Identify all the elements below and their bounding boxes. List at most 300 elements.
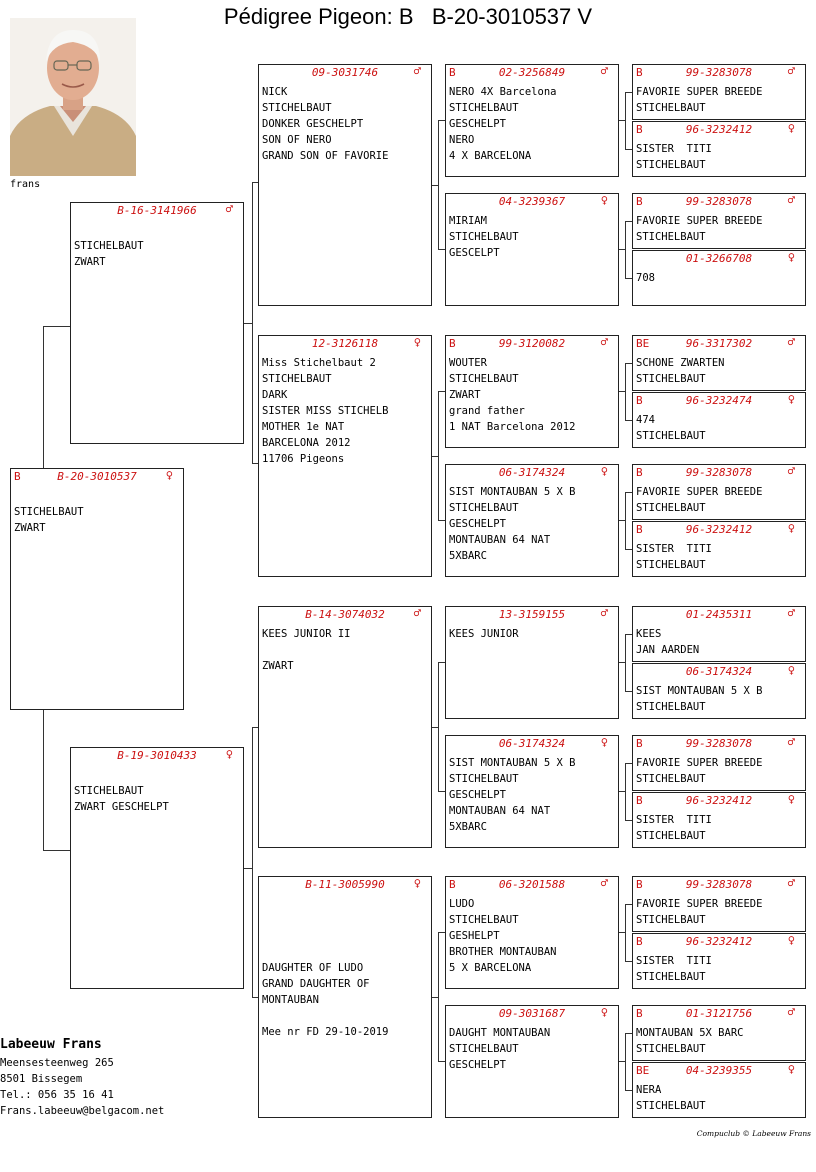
pigeon-card-sdd bbox=[445, 464, 619, 577]
detail-line: STICHELBAUT bbox=[636, 773, 706, 785]
owner-email: Frans.labeeuw@belgacom.net bbox=[0, 1105, 165, 1117]
pigeon-card-g4 bbox=[632, 250, 806, 306]
detail-line: JAN AARDEN bbox=[636, 644, 700, 656]
connector-line bbox=[43, 710, 44, 850]
pigeon-card-sss bbox=[445, 64, 619, 177]
ring-number: 99-3120082 bbox=[498, 337, 566, 350]
ring-number: 06-3174324 bbox=[498, 737, 566, 750]
card-header bbox=[633, 607, 805, 622]
detail-line: STICHELBAUT bbox=[636, 701, 706, 713]
female-symbol-icon: ♀ bbox=[600, 735, 608, 749]
detail-line bbox=[262, 928, 431, 944]
country-code: B bbox=[449, 337, 456, 350]
detail-line: ZWART GESCHELPT bbox=[74, 801, 169, 813]
detail-line: STICHELBAUT bbox=[636, 914, 706, 926]
card-header bbox=[259, 336, 431, 351]
detail-line: STICHELBAUT bbox=[449, 914, 519, 926]
pigeon-card-ssd bbox=[445, 193, 619, 306]
connector-line bbox=[625, 1033, 626, 1090]
pigeon-details bbox=[259, 622, 431, 674]
pigeon-details bbox=[633, 949, 805, 985]
card-header bbox=[259, 607, 431, 622]
card-header bbox=[633, 877, 805, 892]
pigeon-card-g3 bbox=[632, 193, 806, 249]
connector-line bbox=[625, 221, 626, 278]
detail-line: 11706 Pigeons bbox=[262, 453, 345, 465]
detail-line: MONTAUBAN bbox=[262, 994, 319, 1006]
card-header bbox=[633, 736, 805, 751]
connector-line bbox=[438, 662, 445, 663]
female-symbol-icon: ♀ bbox=[787, 663, 795, 677]
male-symbol-icon: ♂ bbox=[600, 335, 608, 349]
detail-line: MOTHER 1e NAT bbox=[262, 421, 345, 433]
pigeon-card-g1 bbox=[632, 64, 806, 120]
detail-line: ZWART bbox=[449, 389, 481, 401]
detail-line: FAVORIE SUPER BREEDE bbox=[636, 486, 763, 498]
country-code: B bbox=[636, 466, 643, 479]
connector-line bbox=[43, 326, 70, 327]
country-code: B bbox=[636, 794, 643, 807]
card-header bbox=[633, 251, 805, 266]
country-code: B bbox=[636, 523, 643, 536]
pigeon-card-g2 bbox=[632, 121, 806, 177]
detail-line: SON OF NERO bbox=[262, 134, 332, 146]
ring-number: 99-3283078 bbox=[685, 195, 753, 208]
detail-line: ZWART bbox=[74, 256, 106, 268]
pigeon-card-g13 bbox=[632, 876, 806, 932]
pigeon-details bbox=[633, 1078, 805, 1114]
male-symbol-icon: ♂ bbox=[787, 876, 795, 890]
card-header bbox=[633, 65, 805, 80]
detail-line: MIRIAM bbox=[449, 215, 487, 227]
female-symbol-icon: ♀ bbox=[787, 392, 795, 406]
ring-number: B-19-3010433 bbox=[117, 749, 197, 762]
detail-line bbox=[262, 912, 431, 928]
male-symbol-icon: ♂ bbox=[413, 606, 421, 620]
male-symbol-icon: ♂ bbox=[225, 202, 233, 216]
country-code: B bbox=[636, 195, 643, 208]
ring-number: 09-3031746 bbox=[311, 66, 379, 79]
owner-address bbox=[0, 1035, 164, 1119]
detail-line: STICHELBAUT bbox=[636, 502, 706, 514]
owner-name: Labeeuw Frans bbox=[0, 1037, 102, 1052]
detail-line: Mee nr FD 29-10-2019 bbox=[262, 1026, 389, 1038]
connector-line bbox=[244, 323, 252, 324]
detail-line: GESCHELPT bbox=[449, 118, 506, 130]
card-header bbox=[633, 122, 805, 137]
pigeon-details bbox=[446, 751, 618, 835]
card-header bbox=[446, 194, 618, 209]
detail-line: KEES JUNIOR II bbox=[262, 628, 351, 640]
pigeon-details bbox=[446, 480, 618, 564]
country-code: B bbox=[636, 878, 643, 891]
pigeon-details bbox=[633, 622, 805, 658]
detail-line: STICHELBAUT bbox=[262, 102, 332, 114]
ring-number: 12-3126118 bbox=[311, 337, 379, 350]
pigeon-card-g6 bbox=[632, 392, 806, 448]
ring-number: 99-3283078 bbox=[685, 466, 753, 479]
ring-number: B-16-3141966 bbox=[117, 204, 197, 217]
female-symbol-icon: ♀ bbox=[225, 747, 233, 761]
male-symbol-icon: ♂ bbox=[787, 606, 795, 620]
detail-line: STICHELBAUT bbox=[449, 373, 519, 385]
female-symbol-icon: ♀ bbox=[600, 464, 608, 478]
pigeon-card-g7 bbox=[632, 464, 806, 520]
detail-line bbox=[14, 488, 183, 504]
pigeon-details bbox=[446, 80, 618, 164]
connector-line bbox=[625, 221, 632, 222]
detail-line: 5 X BARCELONA bbox=[449, 962, 532, 974]
male-symbol-icon: ♂ bbox=[600, 64, 608, 78]
connector-line bbox=[438, 391, 445, 392]
detail-line: SIST MONTAUBAN 5 X B bbox=[449, 486, 576, 498]
detail-line: ZWART bbox=[14, 522, 46, 534]
detail-line: SISTER TITI bbox=[636, 543, 712, 555]
card-header bbox=[446, 465, 618, 480]
connector-line bbox=[438, 932, 445, 933]
ring-number: B-20-3010537 bbox=[57, 470, 137, 483]
ring-number: 09-3031687 bbox=[498, 1007, 566, 1020]
card-header bbox=[446, 736, 618, 751]
detail-line: FAVORIE SUPER BREEDE bbox=[636, 86, 763, 98]
connector-line bbox=[625, 492, 626, 549]
detail-line: 4 X BARCELONA bbox=[449, 150, 532, 162]
detail-line: STICHELBAUT bbox=[636, 830, 706, 842]
detail-line: STICHELBAUT bbox=[262, 373, 332, 385]
pigeon-details bbox=[633, 408, 805, 444]
connector-line bbox=[438, 1061, 445, 1062]
ring-number: B-11-3005990 bbox=[305, 878, 385, 891]
detail-line: GESHELPT bbox=[449, 930, 500, 942]
female-symbol-icon: ♀ bbox=[787, 121, 795, 135]
detail-line: STICHELBAUT bbox=[636, 430, 706, 442]
male-symbol-icon: ♂ bbox=[787, 1005, 795, 1019]
pigeon-details bbox=[71, 218, 243, 270]
pigeon-details bbox=[633, 209, 805, 245]
country-code: B bbox=[449, 66, 456, 79]
detail-line: SISTER TITI bbox=[636, 143, 712, 155]
ring-number: B-14-3074032 bbox=[305, 608, 385, 621]
detail-line: 5XBARC bbox=[449, 821, 487, 833]
connector-line bbox=[625, 149, 632, 150]
detail-line: FAVORIE SUPER BREEDE bbox=[636, 215, 763, 227]
connector-line bbox=[625, 492, 632, 493]
ring-number: 99-3283078 bbox=[685, 878, 753, 891]
pigeon-card-dam bbox=[70, 747, 244, 989]
pigeon-card-g9 bbox=[632, 606, 806, 662]
detail-line: STICHELBAUT bbox=[14, 506, 84, 518]
female-symbol-icon: ♀ bbox=[787, 1062, 795, 1076]
pigeon-details bbox=[446, 892, 618, 976]
card-header bbox=[633, 1006, 805, 1021]
card-header bbox=[633, 336, 805, 351]
detail-line: STICHELBAUT bbox=[74, 240, 144, 252]
connector-line bbox=[252, 182, 253, 464]
ring-number: 99-3283078 bbox=[685, 66, 753, 79]
detail-line: ZWART bbox=[262, 660, 294, 672]
male-symbol-icon: ♂ bbox=[787, 464, 795, 478]
pigeon-details bbox=[633, 679, 805, 715]
connector-line bbox=[625, 92, 632, 93]
country-code: B bbox=[636, 1007, 643, 1020]
connector-line bbox=[43, 850, 70, 851]
connector-line bbox=[625, 634, 626, 691]
detail-line: STICHELBAUT bbox=[636, 159, 706, 171]
connector-line bbox=[244, 868, 252, 869]
pigeon-details bbox=[633, 266, 805, 286]
connector-line bbox=[252, 182, 258, 183]
connector-line bbox=[625, 634, 632, 635]
detail-line: STICHELBAUT bbox=[449, 1043, 519, 1055]
male-symbol-icon: ♂ bbox=[413, 64, 421, 78]
pigeon-details bbox=[633, 137, 805, 173]
detail-line: STICHELBAUT bbox=[449, 102, 519, 114]
detail-line: KEES JUNIOR bbox=[449, 628, 519, 640]
male-symbol-icon: ♂ bbox=[787, 735, 795, 749]
pigeon-details bbox=[446, 351, 618, 435]
card-header bbox=[446, 877, 618, 892]
detail-line bbox=[262, 1008, 431, 1024]
ring-number: 96-3232412 bbox=[685, 123, 753, 136]
ring-number: 06-3201588 bbox=[498, 878, 566, 891]
card-header bbox=[633, 934, 805, 949]
pigeon-card-g15 bbox=[632, 1005, 806, 1061]
pigeon-details bbox=[446, 622, 618, 642]
country-code: BE bbox=[636, 1064, 650, 1077]
detail-line: STICHELBAUT bbox=[449, 773, 519, 785]
ring-number: 06-3174324 bbox=[685, 665, 753, 678]
country-code: B bbox=[636, 935, 643, 948]
connector-line bbox=[43, 326, 44, 468]
detail-line: 708 bbox=[636, 272, 655, 284]
connector-line bbox=[625, 363, 626, 420]
connector-line bbox=[625, 278, 632, 279]
male-symbol-icon: ♂ bbox=[787, 64, 795, 78]
connector-line bbox=[252, 997, 258, 998]
ring-number: 96-3232474 bbox=[685, 394, 753, 407]
card-header bbox=[633, 393, 805, 408]
connector-line bbox=[438, 791, 445, 792]
detail-line: SCHONE ZWARTEN bbox=[636, 357, 725, 369]
card-header bbox=[633, 1063, 805, 1078]
pigeon-details bbox=[259, 892, 431, 1040]
pigeon-details bbox=[259, 80, 431, 164]
detail-line: STICHELBAUT bbox=[449, 502, 519, 514]
ring-number: 04-3239367 bbox=[498, 195, 566, 208]
card-header bbox=[71, 748, 243, 763]
pigeon-card-g5 bbox=[632, 335, 806, 391]
pigeon-details bbox=[633, 480, 805, 516]
detail-line bbox=[262, 896, 431, 912]
detail-line: NERO bbox=[449, 134, 475, 146]
detail-line: GESCHELPT bbox=[449, 518, 506, 530]
detail-line: STICHELBAUT bbox=[636, 559, 706, 571]
detail-line: FAVORIE SUPER BREEDE bbox=[636, 898, 763, 910]
card-header bbox=[633, 664, 805, 679]
ring-number: 96-3232412 bbox=[685, 794, 753, 807]
detail-line: NERO 4X Barcelona bbox=[449, 86, 557, 98]
pigeon-details bbox=[446, 209, 618, 261]
pigeon-card-dss bbox=[445, 606, 619, 719]
detail-line: GESCELPT bbox=[449, 247, 500, 259]
portrait-image bbox=[10, 18, 136, 176]
detail-line: DAUGHTER OF LUDO bbox=[262, 962, 364, 974]
connector-line bbox=[438, 120, 439, 249]
pigeon-details bbox=[446, 1021, 618, 1073]
detail-line: SIST MONTAUBAN 5 X B bbox=[636, 685, 763, 697]
detail-line: STICHELBAUT bbox=[636, 231, 706, 243]
detail-line: 474 bbox=[636, 414, 655, 426]
connector-line bbox=[438, 662, 439, 791]
female-symbol-icon: ♀ bbox=[600, 1005, 608, 1019]
card-header bbox=[446, 336, 618, 351]
detail-line bbox=[262, 642, 431, 658]
detail-line: BROTHER MONTAUBAN bbox=[449, 946, 557, 958]
ring-number: 13-3159155 bbox=[498, 608, 566, 621]
connector-line bbox=[625, 1033, 632, 1034]
connector-line bbox=[625, 1090, 632, 1091]
connector-line bbox=[438, 520, 445, 521]
card-header bbox=[633, 793, 805, 808]
ring-number: 01-3121756 bbox=[685, 1007, 753, 1020]
detail-line: SISTER TITI bbox=[636, 814, 712, 826]
pigeon-card-g8 bbox=[632, 521, 806, 577]
female-symbol-icon: ♀ bbox=[787, 521, 795, 535]
card-header bbox=[633, 465, 805, 480]
ring-number: 01-2435311 bbox=[685, 608, 753, 621]
connector-line bbox=[625, 904, 626, 961]
copyright-footer: Compuclub © Labeeuw Frans bbox=[696, 1129, 811, 1138]
ring-number: 01-3266708 bbox=[685, 252, 753, 265]
ring-number: 96-3317302 bbox=[685, 337, 753, 350]
card-header bbox=[259, 877, 431, 892]
male-symbol-icon: ♂ bbox=[787, 335, 795, 349]
connector-line bbox=[625, 420, 632, 421]
country-code: B bbox=[636, 123, 643, 136]
connector-line bbox=[625, 763, 632, 764]
connector-line bbox=[625, 904, 632, 905]
detail-line bbox=[74, 222, 243, 238]
detail-line: STICHELBAUT bbox=[74, 785, 144, 797]
pigeon-details bbox=[633, 80, 805, 116]
female-symbol-icon: ♀ bbox=[413, 335, 421, 349]
detail-line: FAVORIE SUPER BREEDE bbox=[636, 757, 763, 769]
detail-line: GESCHELPT bbox=[449, 1059, 506, 1071]
female-symbol-icon: ♀ bbox=[165, 468, 173, 482]
pigeon-card-ss bbox=[258, 64, 432, 306]
country-code: BE bbox=[636, 337, 650, 350]
connector-line bbox=[625, 92, 626, 149]
connector-line bbox=[625, 363, 632, 364]
pigeon-card-g16 bbox=[632, 1062, 806, 1118]
detail-line: SISTER MISS STICHELB bbox=[262, 405, 389, 417]
detail-line: GRAND SON OF FAVORIE bbox=[262, 150, 389, 162]
female-symbol-icon: ♀ bbox=[413, 876, 421, 890]
card-header bbox=[11, 469, 183, 484]
owner-photo bbox=[10, 18, 136, 176]
pigeon-details bbox=[259, 351, 431, 467]
pigeon-card-dsd bbox=[445, 735, 619, 848]
connector-line bbox=[625, 961, 632, 962]
pigeon-card-g14 bbox=[632, 933, 806, 989]
country-code: B bbox=[636, 66, 643, 79]
pigeon-card-subject bbox=[10, 468, 184, 710]
detail-line bbox=[262, 944, 431, 960]
detail-line: 5XBARC bbox=[449, 550, 487, 562]
photo-caption: frans bbox=[10, 179, 41, 190]
pigeon-card-sd bbox=[258, 335, 432, 577]
card-header bbox=[446, 1006, 618, 1021]
country-code: B bbox=[636, 394, 643, 407]
male-symbol-icon: ♂ bbox=[600, 606, 608, 620]
detail-line: MONTAUBAN 64 NAT bbox=[449, 805, 551, 817]
pigeon-details bbox=[633, 537, 805, 573]
detail-line: STICHELBAUT bbox=[636, 102, 706, 114]
detail-line: MONTAUBAN 64 NAT bbox=[449, 534, 551, 546]
detail-line: NERA bbox=[636, 1084, 662, 1096]
pigeon-card-dd bbox=[258, 876, 432, 1118]
detail-line: grand father bbox=[449, 405, 525, 417]
ring-number: 96-3232412 bbox=[685, 935, 753, 948]
connector-line bbox=[252, 727, 258, 728]
female-symbol-icon: ♀ bbox=[787, 792, 795, 806]
pigeon-details bbox=[633, 351, 805, 387]
connector-line bbox=[625, 820, 632, 821]
country-code: B bbox=[636, 737, 643, 750]
card-header bbox=[71, 203, 243, 218]
ring-number: 06-3174324 bbox=[498, 466, 566, 479]
card-header bbox=[259, 65, 431, 80]
connector-line bbox=[252, 463, 258, 464]
detail-line: BARCELONA 2012 bbox=[262, 437, 351, 449]
pigeon-card-g10 bbox=[632, 663, 806, 719]
connector-line bbox=[625, 763, 626, 820]
card-header bbox=[633, 194, 805, 209]
pigeon-card-ds bbox=[258, 606, 432, 848]
detail-line: 1 NAT Barcelona 2012 bbox=[449, 421, 576, 433]
female-symbol-icon: ♀ bbox=[787, 933, 795, 947]
ring-number: 96-3232412 bbox=[685, 523, 753, 536]
card-header bbox=[446, 607, 618, 622]
ring-number: 04-3239355 bbox=[685, 1064, 753, 1077]
connector-line bbox=[438, 120, 445, 121]
detail-line: STICHELBAUT bbox=[636, 971, 706, 983]
pigeon-details bbox=[633, 1021, 805, 1057]
page-title: Pédigree Pigeon: B B-20-3010537 V bbox=[223, 4, 593, 29]
country-code: B bbox=[14, 470, 21, 483]
ring-number: 02-3256849 bbox=[498, 66, 566, 79]
pigeon-details bbox=[71, 763, 243, 815]
owner-phone: Tel.: 056 35 16 41 bbox=[0, 1089, 114, 1101]
detail-line: GRAND DAUGHTER OF bbox=[262, 978, 370, 990]
male-symbol-icon: ♂ bbox=[787, 193, 795, 207]
detail-line: SIST MONTAUBAN 5 X B bbox=[449, 757, 576, 769]
detail-line: WOUTER bbox=[449, 357, 487, 369]
card-header bbox=[633, 522, 805, 537]
detail-line: LUDO bbox=[449, 898, 475, 910]
pigeon-card-ddd bbox=[445, 1005, 619, 1118]
connector-line bbox=[625, 691, 632, 692]
pigeon-card-sire bbox=[70, 202, 244, 444]
pigeon-card-g12 bbox=[632, 792, 806, 848]
pigeon-details bbox=[633, 892, 805, 928]
pigeon-details bbox=[633, 808, 805, 844]
detail-line: NICK bbox=[262, 86, 288, 98]
detail-line: STICHELBAUT bbox=[636, 373, 706, 385]
ring-number: 99-3283078 bbox=[685, 737, 753, 750]
detail-line: DONKER GESCHELPT bbox=[262, 118, 364, 130]
pigeon-card-dds bbox=[445, 876, 619, 989]
